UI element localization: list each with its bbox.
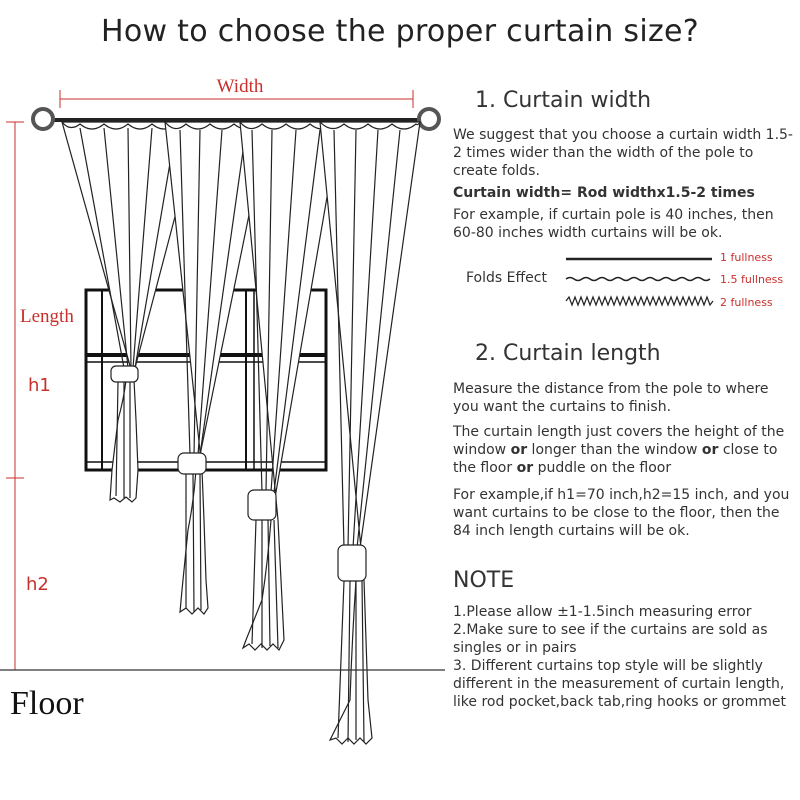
folds-effect-label: Folds Effect bbox=[466, 270, 547, 286]
fullness-2-label: 2 fullness bbox=[720, 296, 773, 309]
curtain-panel-4 bbox=[320, 122, 420, 744]
options-text-3: close to the floor bbox=[453, 442, 778, 476]
floor-label: Floor bbox=[10, 685, 84, 722]
width-label: Width bbox=[216, 76, 264, 97]
options-or-2: or bbox=[701, 442, 719, 458]
options-text-2: longer than the window bbox=[527, 442, 702, 458]
page-title: How to choose the proper curtain size? bbox=[100, 14, 700, 49]
note-heading: NOTE bbox=[453, 568, 515, 593]
curtain-length-options bbox=[453, 423, 798, 477]
curtain-length-example: For example,if h1=70 inch,h2=15 inch, and you want curtains to be close to the floor, then the 84 inch length curtains will be ok. bbox=[453, 487, 790, 539]
length-label: Length bbox=[20, 306, 74, 327]
fold-line-1-5-fullness bbox=[566, 278, 710, 281]
length-dimension bbox=[6, 122, 24, 670]
fullness-1-5-label: 1.5 fullness bbox=[720, 273, 784, 286]
curtain-width-intro: We suggest that you choose a curtain width 1.5-2 times wider than the width of the pole to create folds. bbox=[453, 127, 793, 179]
curtain-length-heading: 2. Curtain length bbox=[475, 341, 661, 366]
fold-line-2-fullness bbox=[566, 297, 713, 305]
curtain-length-intro: Measure the distance from the pole to where you want the curtains to finish. bbox=[453, 381, 769, 415]
note-item-1: 1.Please allow ±1-1.5inch measuring error bbox=[453, 604, 752, 620]
options-or-1: or bbox=[510, 442, 528, 458]
options-or-3: or bbox=[516, 460, 534, 476]
h2-label: h2 bbox=[26, 574, 49, 595]
curtain-width-formula: Curtain width= Rod widthx1.5-2 times bbox=[453, 185, 755, 201]
curtain-width-heading: 1. Curtain width bbox=[475, 88, 652, 113]
options-text-4: puddle on the floor bbox=[533, 460, 672, 476]
note-item-2: 2.Make sure to see if the curtains are sold as singles or in pairs bbox=[453, 622, 768, 656]
options-text-1: The curtain length just covers the height of the window bbox=[453, 424, 785, 458]
h1-label: h1 bbox=[28, 375, 51, 396]
curtain-width-example: For example, if curtain pole is 40 inches, then 60-80 inches width curtains will be ok. bbox=[453, 207, 774, 241]
note-item-3: 3. Different curtains top style will be slightly different in the measurement of curtain length, like rod pocket,back tab,ring hooks or grommet bbox=[453, 658, 786, 710]
fullness-1-label: 1 fullness bbox=[720, 251, 773, 264]
